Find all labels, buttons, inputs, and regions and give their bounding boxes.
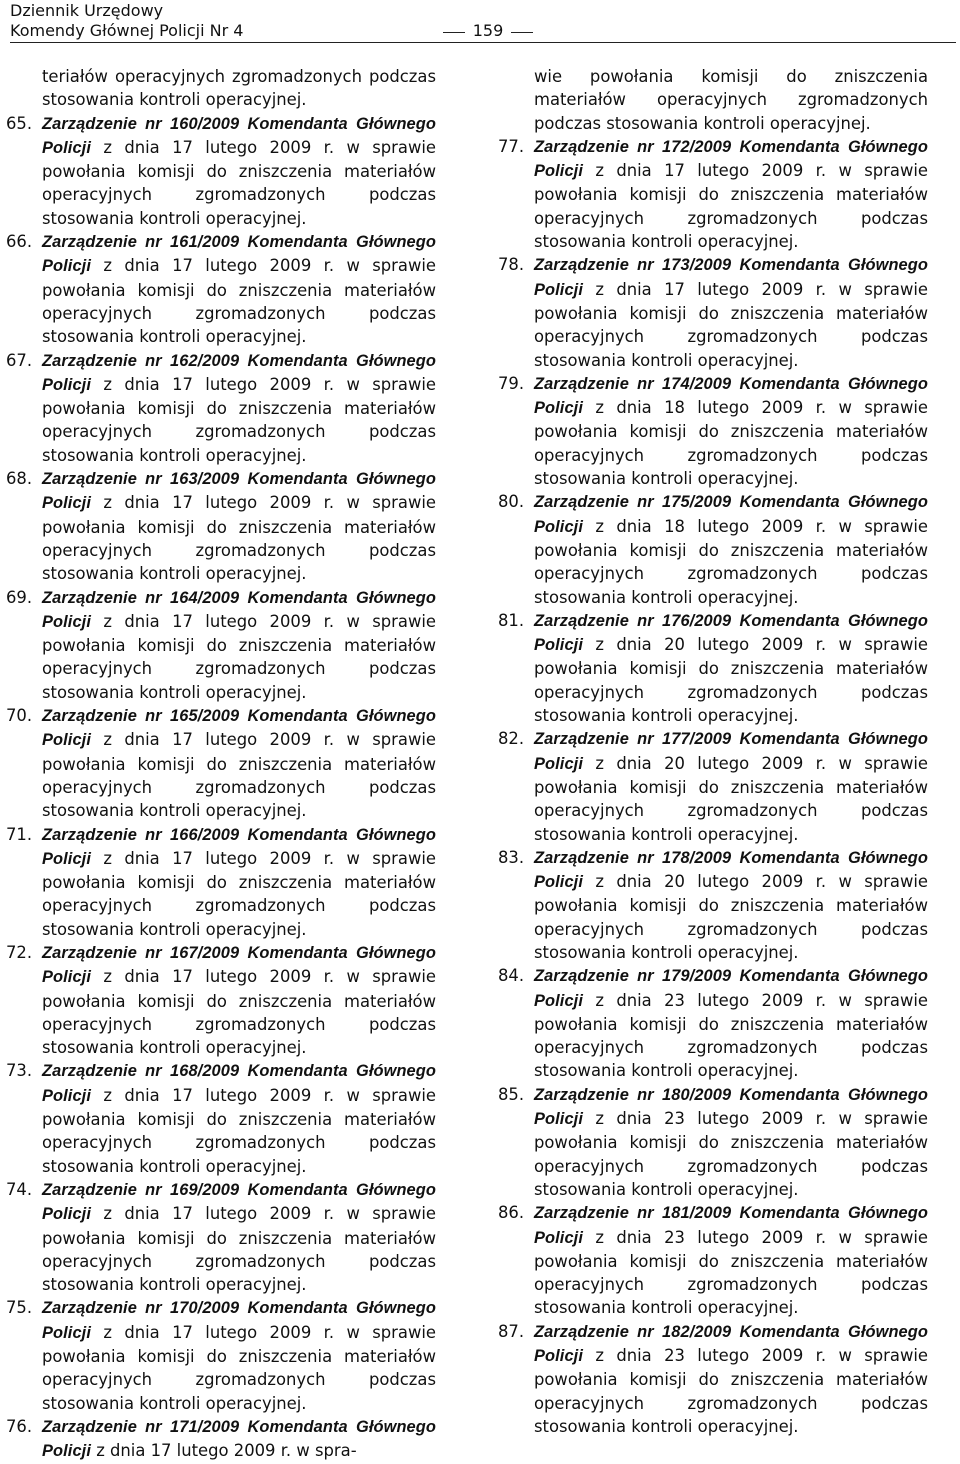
entry-number: 86.	[498, 1203, 525, 1223]
entry-number: 80.	[498, 492, 525, 512]
right-entry-list	[498, 135, 928, 1438]
entry-number: 69.	[6, 587, 33, 607]
entry-title: Zarządzenie nr 180/2009 Komendanta Głównego Policji	[534, 1085, 928, 1129]
entry-body: z dnia 23 lutego 2009 r. w sprawie powołania komisji do zniszczenia materiałów operacyjnych zgromadzonych podczas stosowania kontroli operacyjnej.	[534, 1346, 928, 1436]
entry-title: Zarządzenie nr 166/2009 Komendanta Głównego Policji	[42, 825, 436, 868]
left-continuation-text: teriałów operacyjnych zgromadzonych podczas stosowania kontroli operacyjnej.	[42, 67, 436, 110]
entry-body: z dnia 23 lutego 2009 r. w sprawie powołania komisji do zniszczenia materiałów operacyjnych zgromadzonych podczas stosowania kontroli operacyjnej.	[534, 1109, 928, 1199]
entry-number: 70.	[6, 706, 33, 726]
entry-body: z dnia 17 lutego 2009 r. w sprawie powołania komisji do zniszczenia materiałów operacyjnych zgromadzonych podczas stosowania kontroli operacyjnej.	[42, 730, 436, 821]
list-item	[6, 230, 436, 348]
entry-body: z dnia 17 lutego 2009 r. w sprawie powołania komisji do zniszczenia materiałów operacyjnych zgromadzonych podczas stosowania kontroli operacyjnej.	[42, 137, 436, 228]
entry-title: Zarządzenie nr 182/2009 Komendanta Głównego Policji	[534, 1322, 928, 1366]
entry-body: z dnia 17 lutego 2009 r. w sprawie powołania komisji do zniszczenia materiałów operacyjnych zgromadzonych podczas stosowania kontroli operacyjnej.	[42, 256, 436, 347]
entry-body: z dnia 17 lutego 2009 r. w sprawie powołania komisji do zniszczenia materiałów operacyjnych zgromadzonych podczas stosowania kontroli operacyjnej.	[42, 967, 436, 1058]
entry-title: Zarządzenie nr 175/2009 Komendanta Głównego Policji	[534, 493, 928, 536]
entry-body: z dnia 17 lutego 2009 r. w sprawie powołania komisji do zniszczenia materiałów operacyjnych zgromadzonych podczas stosowania kontroli operacyjnej.	[534, 161, 928, 252]
right-column	[498, 65, 928, 1438]
entry-title: Zarządzenie nr 178/2009 Komendanta Głównego Policji	[534, 848, 928, 892]
entry-number: 76.	[6, 1416, 33, 1436]
entry-number: 72.	[6, 942, 33, 962]
list-item	[6, 1059, 436, 1177]
entry-body: z dnia 17 lutego 2009 r. w sprawie powołania komisji do zniszczenia materiałów operacyjnych zgromadzonych podczas stosowania kontroli operacyjnej.	[42, 848, 436, 939]
header-rule	[10, 42, 956, 43]
entry-number: 79.	[498, 373, 525, 393]
page-number: 159	[443, 21, 533, 41]
list-item	[498, 609, 928, 727]
entry-body: z dnia 17 lutego 2009 r. w sprawie powołania komisji do zniszczenia materiałów operacyjnych zgromadzonych podczas stosowania kontroli operacyjnej.	[42, 1085, 436, 1176]
entry-body: z dnia 23 lutego 2009 r. w sprawie powołania komisji do zniszczenia materiałów operacyjnych zgromadzonych podczas stosowania kontroli operacyjnej.	[534, 990, 928, 1081]
entry-body: z dnia 17 lutego 2009 r. w sprawie powołania komisji do zniszczenia materiałów operacyjnych zgromadzonych podczas stosowania kontroli operacyjnej.	[42, 493, 436, 584]
entry-title: Zarządzenie nr 179/2009 Komendanta Głównego Policji	[534, 967, 928, 1010]
list-item	[6, 1296, 436, 1414]
list-item	[6, 586, 436, 704]
entry-number: 68.	[6, 469, 33, 489]
entry-number: 67.	[6, 350, 33, 370]
list-item	[498, 372, 928, 490]
list-item	[498, 490, 928, 608]
entry-title: Zarządzenie nr 169/2009 Komendanta Głównego Policji	[42, 1180, 436, 1224]
entry-title: Zarządzenie nr 171/2009 Komendanta Głównego Policji	[42, 1417, 436, 1461]
entry-body: z dnia 20 lutego 2009 r. w sprawie powołania komisji do zniszczenia materiałów operacyjnych zgromadzonych podczas stosowania kontroli operacyjnej.	[534, 635, 928, 726]
entry-body: z dnia 18 lutego 2009 r. w sprawie powołania komisji do zniszczenia materiałów operacyjnych zgromadzonych podczas stosowania kontroli operacyjnej.	[534, 398, 928, 489]
entry-body: z dnia 17 lutego 2009 r. w sprawie powołania komisji do zniszczenia materiałów operacyjnych zgromadzonych podczas stosowania kontroli operacyjnej.	[42, 374, 436, 465]
entry-number: 85.	[498, 1084, 525, 1104]
entry-title: Zarządzenie nr 160/2009 Komendanta Głównego Policji	[42, 114, 436, 157]
list-item	[498, 1201, 928, 1319]
entry-body: z dnia 23 lutego 2009 r. w sprawie powołania komisji do zniszczenia materiałów operacyjnych zgromadzonych podczas stosowania kontroli operacyjnej.	[534, 1227, 928, 1318]
entry-title: Zarządzenie nr 167/2009 Komendanta Głównego Policji	[42, 943, 436, 987]
list-item	[498, 846, 928, 964]
left-column	[6, 65, 436, 1464]
entry-number: 82.	[498, 729, 525, 749]
entry-title: Zarządzenie nr 172/2009 Komendanta Głównego Policji	[534, 137, 928, 181]
entry-title: Zarządzenie nr 163/2009 Komendanta Głównego Policji	[42, 470, 436, 513]
entry-body: z dnia 17 lutego 2009 r. w sprawie powołania komisji do zniszczenia materiałów operacyjnych zgromadzonych podczas stosowania kontroli operacyjnej.	[42, 1322, 436, 1413]
entry-number: 73.	[6, 1061, 33, 1081]
entry-title: Zarządzenie nr 168/2009 Komendanta Głównego Policji	[42, 1062, 436, 1105]
list-item	[6, 112, 436, 230]
list-item	[6, 704, 436, 822]
entry-body: z dnia 20 lutego 2009 r. w sprawie powołania komisji do zniszczenia materiałów operacyjnych zgromadzonych podczas stosowania kontroli operacyjnej.	[534, 753, 928, 844]
entry-body: z dnia 18 lutego 2009 r. w sprawie powołania komisji do zniszczenia materiałów operacyjnych zgromadzonych podczas stosowania kontroli operacyjnej.	[534, 516, 928, 607]
right-continuation-text: wie powołania komisji do zniszczenia materiałów operacyjnych zgromadzonych podczas stosowania kontroli operacyjnej.	[534, 67, 928, 133]
list-item	[498, 135, 928, 253]
entry-title: Zarządzenie nr 165/2009 Komendanta Głównego Policji	[42, 707, 436, 750]
list-item	[498, 964, 928, 1082]
left-entry-list	[6, 112, 436, 1464]
entry-title: Zarządzenie nr 173/2009 Komendanta Głównego Policji	[534, 256, 928, 299]
entry-title: Zarządzenie nr 162/2009 Komendanta Głównego Policji	[42, 351, 436, 394]
journal-title: Dziennik Urzędowy	[10, 1, 164, 20]
entry-body: z dnia 20 lutego 2009 r. w sprawie powołania komisji do zniszczenia materiałów operacyjnych zgromadzonych podczas stosowania kontroli operacyjnej.	[534, 872, 928, 962]
entry-number: 66.	[6, 232, 33, 252]
entry-number: 65.	[6, 113, 33, 133]
list-item	[6, 823, 436, 941]
list-item	[498, 1083, 928, 1201]
entry-title: Zarządzenie nr 176/2009 Komendanta Głównego Policji	[534, 611, 928, 655]
list-item	[6, 941, 436, 1059]
list-item	[498, 1320, 928, 1438]
list-item	[6, 467, 436, 585]
entry-body: z dnia 17 lutego 2009 r. w spra-	[90, 1441, 357, 1461]
entry-title: Zarządzenie nr 177/2009 Komendanta Głównego Policji	[534, 730, 928, 773]
entry-number: 87.	[498, 1321, 525, 1341]
entry-number: 78.	[498, 255, 525, 275]
list-item	[498, 253, 928, 371]
entry-body: z dnia 17 lutego 2009 r. w sprawie powołania komisji do zniszczenia materiałów operacyjnych zgromadzonych podczas stosowania kontroli operacyjnej.	[534, 279, 928, 370]
entry-title: Zarządzenie nr 174/2009 Komendanta Głównego Policji	[534, 374, 928, 418]
entry-title: Zarządzenie nr 164/2009 Komendanta Głównego Policji	[42, 588, 436, 631]
entry-body: z dnia 17 lutego 2009 r. w sprawie powołania komisji do zniszczenia materiałów operacyjnych zgromadzonych podczas stosowania kontroli operacyjnej.	[42, 1204, 436, 1295]
entry-title: Zarządzenie nr 161/2009 Komendanta Głównego Policji	[42, 233, 436, 276]
entry-number: 77.	[498, 136, 525, 156]
entry-number: 71.	[6, 824, 33, 844]
entry-number: 84.	[498, 966, 525, 986]
list-item	[6, 1415, 436, 1464]
entry-number: 75.	[6, 1298, 33, 1318]
entry-title: Zarządzenie nr 181/2009 Komendanta Głównego Policji	[534, 1204, 928, 1247]
list-item	[6, 1178, 436, 1296]
entry-title: Zarządzenie nr 170/2009 Komendanta Głównego Policji	[42, 1299, 436, 1342]
entry-body: z dnia 17 lutego 2009 r. w sprawie powołania komisji do zniszczenia materiałów operacyjnych zgromadzonych podczas stosowania kontroli operacyjnej.	[42, 611, 436, 702]
page-header	[10, 0, 956, 44]
entry-number: 74.	[6, 1179, 33, 1199]
journal-issue: Komendy Głównej Policji Nr 4	[10, 21, 244, 40]
list-item	[6, 349, 436, 467]
entry-number: 83.	[498, 847, 525, 867]
list-item	[498, 727, 928, 845]
entry-number: 81.	[498, 610, 525, 630]
